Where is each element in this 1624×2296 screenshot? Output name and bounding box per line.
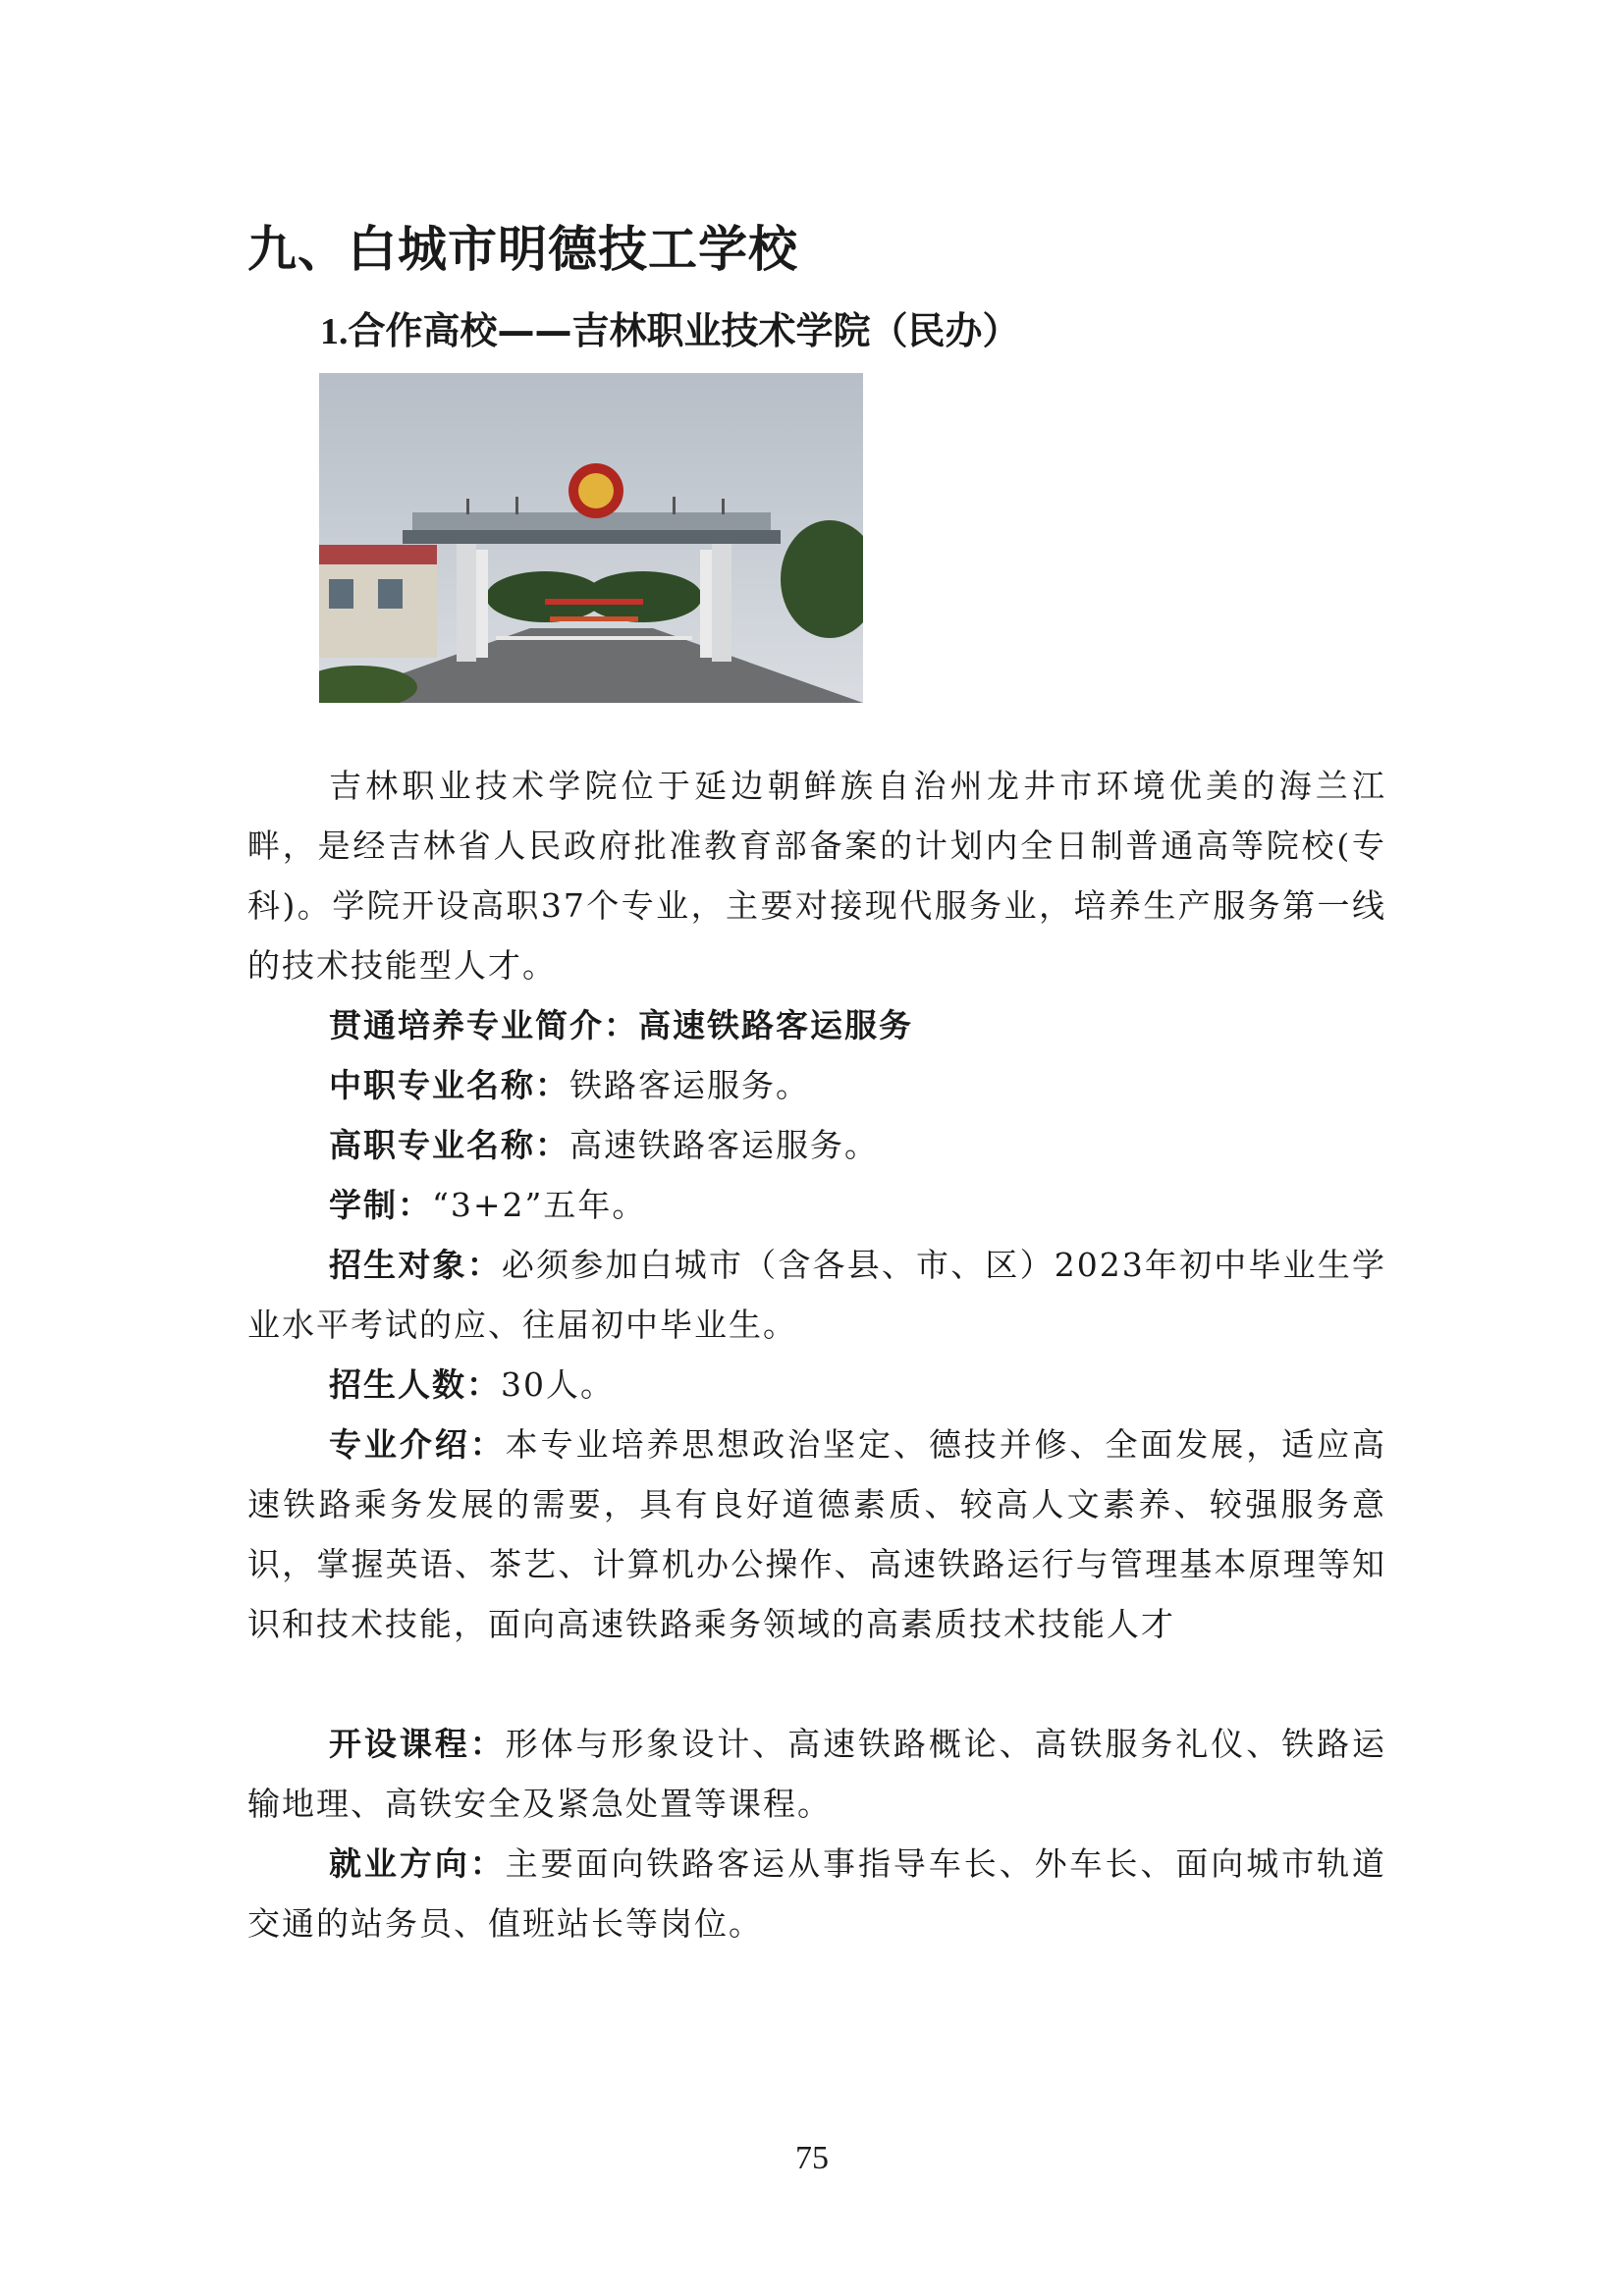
target-label: 招生对象： <box>329 1246 502 1284</box>
courses-value: 形体与形象设计、高速铁路概论、高铁服务礼仪、铁路运输地理、高铁安全及紧急处置等课程。 <box>247 1725 1387 1823</box>
description-label: 专业介绍： <box>329 1425 506 1464</box>
intro-paragraph: 吉林职业技术学院位于延边朝鲜族自治州龙井市环境优美的海兰江畔，是经吉林省人民政府批准教育部备案的计划内全日制普通高等院校(专科)。学院开设高职37个专业，主要对接现代服务业，培养生产服务第一线的技术技能型人才。 <box>247 767 1386 985</box>
higher-major-line <box>247 1115 1386 1175</box>
target-line <box>247 1235 1386 1355</box>
duration-value: “3+2”五年。 <box>432 1186 647 1224</box>
page-number: 75 <box>795 2140 829 2176</box>
higher-major-value: 高速铁路客运服务。 <box>569 1126 879 1164</box>
program-intro-value: 高速铁路客运服务 <box>638 1006 913 1044</box>
employment-label: 就业方向： <box>329 1844 506 1883</box>
program-intro-line <box>247 995 1386 1055</box>
subsection-number: 1. <box>320 311 349 352</box>
employment-value: 主要面向铁路客运从事指导车长、外车长、面向城市轨道交通的站务员、值班站长等岗位。 <box>247 1844 1387 1943</box>
higher-major-label: 高职专业名称： <box>329 1126 569 1164</box>
secondary-major-label: 中职专业名称： <box>329 1066 569 1104</box>
quota-value: 30人。 <box>501 1365 615 1404</box>
quota-line <box>247 1355 1386 1415</box>
program-intro-label: 贯通培养专业简介： <box>329 1006 638 1044</box>
duration-line <box>247 1175 1386 1235</box>
description-value: 本专业培养思想政治坚定、德技并修、全面发展，适应高速铁路乘务发展的需要，具有良好道德素质、较高人文素养、较强服务意识，掌握英语、茶艺、计算机办公操作、高速铁路运行与管理基本原理等知识和技术技能，面向高速铁路乘务领域的高素质技术技能人才 <box>247 1425 1387 1643</box>
subsection-title <box>320 300 1020 354</box>
description-paragraph <box>247 1415 1386 1654</box>
subsection-title-text: 合作高校——吉林职业技术学院（民办） <box>348 309 1020 352</box>
section-title: 九、白城市明德技工学校 <box>247 220 798 278</box>
quota-label: 招生人数： <box>329 1365 501 1404</box>
school-gate-photo <box>319 373 863 703</box>
duration-label: 学制： <box>329 1186 432 1224</box>
courses-label: 开设课程： <box>329 1725 506 1763</box>
secondary-major-line <box>247 1055 1386 1115</box>
target-value: 必须参加白城市（含各县、市、区）2023年初中毕业生学业水平考试的应、往届初中毕业生。 <box>247 1246 1387 1344</box>
secondary-major-value: 铁路客运服务。 <box>569 1066 810 1104</box>
employment-paragraph <box>247 1834 1386 1953</box>
courses-paragraph <box>247 1714 1386 1834</box>
